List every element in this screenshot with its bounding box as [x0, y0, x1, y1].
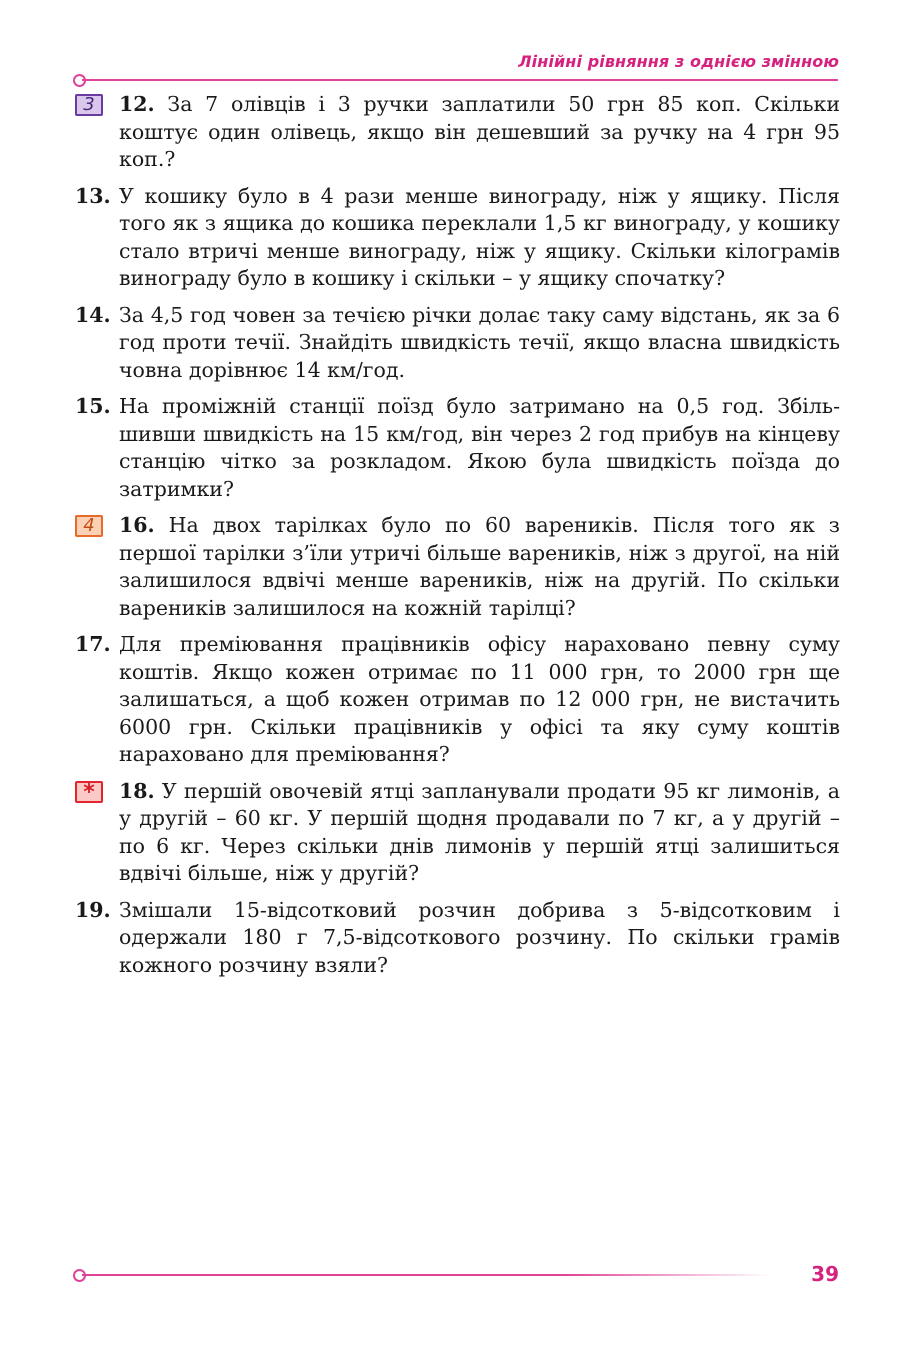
- problem-number: 13.: [75, 183, 111, 208]
- problem-text: [119, 91, 840, 174]
- problem-15: [75, 393, 840, 503]
- problem-text: На проміжній станції поїзд було затримано на 0,5 год. Збільшивши швидкість на 15 км/год, він через 2 год прибув на кінцеву станцію чітко за розкладом. Якою була швидкість поїзда до затримки?: [119, 394, 840, 501]
- problem-number: 15.: [75, 394, 111, 418]
- problem-text: Для преміювання працівників офісу нараховано певну суму коштів. Якщо кожен отримає по 11 000 грн, то 2000 грн ще залишаться, а щоб кожен отримав по 12 000 грн, не вистачить 6000 грн. Скільки працівників у офісі та яку суму коштів нараховано для преміювання?: [119, 632, 840, 766]
- footer-rule: [82, 1274, 772, 1276]
- level-3-badge-icon: 3: [75, 94, 103, 116]
- problem-number: 17.: [75, 632, 111, 656]
- problem-12: [75, 91, 840, 174]
- problem-number: 16.: [119, 513, 155, 537]
- problem-16: [75, 512, 840, 622]
- star-badge-icon: *: [75, 781, 103, 803]
- problem-text: За 4,5 год човен за течією річки долає таку саму відстань, як за 6 год проти течії. Знайдіть швидкість течії, якщо власна швидкість човна дорівнює 14 км/год.: [119, 302, 840, 382]
- problem-body: У першій овочевій ятці запланували продати 95 кг лимонів, а у другій – 60 кг. У першій щодня продавали по 7 кг, а у другій – по 6 кг. Через скільки днів лимонів у першій ятці залишиться вдвічі більше, ніж у другій?: [119, 778, 840, 885]
- problem-19: [75, 897, 840, 980]
- problem-body: На двох тарілках було по 60 вареників. Після того як з першої тарілки з’їли утричі більше вареників, ніж з другої, на ній залишилося вдвічі менше вареників, ніж на другій. По скільки вареників залишилося на кожній тарілці?: [119, 513, 840, 620]
- problem-14: [75, 302, 840, 385]
- problem-body: За 7 олівців і 3 ручки заплатили 50 грн 85 коп. Скільки коштує один олівець, якщо він дешевший за ручку на 4 грн 95 коп.?: [119, 92, 840, 171]
- problem-number: 18.: [119, 778, 155, 803]
- page-number: 39: [811, 1262, 839, 1286]
- problem-17: [75, 631, 840, 769]
- problem-18: [75, 778, 840, 888]
- problem-text: У кошику було в 4 рази менше винограду, ніж у ящику. Після того як з ящика до кошика переклали 1,5 кг винограду, у кошику стало втричі менше винограду, ніж у ящику. Скільки кілограмів винограду було в кошику і скільки – у ящику спочатку?: [119, 183, 840, 290]
- section-title: Лінійні рівняння з однією змінною: [518, 52, 839, 71]
- problem-text: Змішали 15-відсотковий розчин добрива з 5-відсотковим і одержали 180 г 7,5-відсоткового розчину. По скільки грамів кожного розчину взяли?: [119, 897, 840, 977]
- problem-number: 12.: [119, 92, 155, 116]
- problem-13: [75, 183, 840, 293]
- level-4-badge-icon: 4: [75, 515, 103, 537]
- header-rule: [82, 79, 838, 81]
- problem-list: [75, 91, 840, 988]
- problem-text: [119, 512, 840, 622]
- problem-text: [119, 778, 840, 888]
- problem-number: 14.: [75, 302, 111, 327]
- problem-number: 19.: [75, 897, 111, 922]
